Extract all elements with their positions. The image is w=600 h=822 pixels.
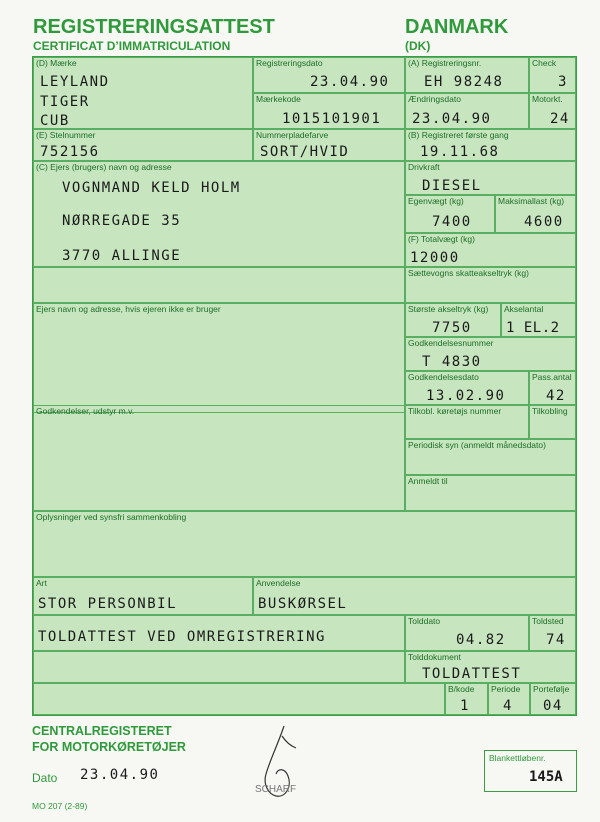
maerkekode-label: Mærkekode xyxy=(256,94,301,104)
godkendelsesnr-label: Godkendelsesnummer xyxy=(408,338,494,348)
bkode-label: B/kode xyxy=(448,684,475,694)
drivkraft-cell xyxy=(405,161,576,195)
blanket-number: 145A xyxy=(529,769,563,785)
periode-value: 4 xyxy=(503,698,513,714)
dato-value: 23.04.90 xyxy=(80,767,160,783)
drivkraft-value: DIESEL xyxy=(422,178,482,194)
totalvaegt-cell xyxy=(405,233,576,267)
nummerpladefarve-label: Nummerpladefarve xyxy=(256,130,329,140)
egenvaegt-label: Egenvægt (kg) xyxy=(408,196,464,206)
foerste-gang-cell xyxy=(405,129,576,161)
motorkt-label: Motorkt. xyxy=(532,94,563,104)
check-cell xyxy=(529,57,576,93)
anvendelse-cell xyxy=(253,577,576,615)
check-label: Check xyxy=(532,58,557,68)
tolddato-label: Tolddato xyxy=(408,616,441,626)
aendringsdato-cell xyxy=(405,93,529,129)
tilkobl-label: Tilkobl. køretøjs nummer xyxy=(408,406,502,416)
godkendelsesdato-cell xyxy=(405,371,529,405)
ejer-cell xyxy=(33,161,405,267)
godkendelsesdato-value: 13.02.90 xyxy=(426,388,506,404)
periodisk-cell xyxy=(405,439,576,475)
maerke-line-2: TIGER xyxy=(40,94,90,110)
maerkekode-cell xyxy=(253,93,405,129)
blank-area xyxy=(33,267,405,303)
regdato-value: 23.04.90 xyxy=(310,74,390,90)
tolddokument-cell xyxy=(405,651,576,683)
maerke-label: (D) Mærke xyxy=(36,58,77,68)
country-name: DANMARK xyxy=(405,16,509,38)
anvendelse-value: BUSKØRSEL xyxy=(258,596,348,612)
country-code: (DK) xyxy=(405,39,431,53)
regnr-value: EH 98248 xyxy=(424,74,504,90)
motorkt-value: 24 xyxy=(550,111,570,127)
regdato-cell xyxy=(253,57,405,93)
ejer-label: (C) Ejers (brugers) navn og adresse xyxy=(36,162,172,172)
foerste-gang-label: (B) Registreret første gang xyxy=(408,130,509,140)
document-subtitle: CERTIFICAT D’IMMATRICULATION xyxy=(33,39,231,53)
maerke-line-1: LEYLAND xyxy=(40,74,110,90)
maerkekode-value: 1015101901 xyxy=(282,111,382,127)
anmeldt-label: Anmeldt til xyxy=(408,476,448,486)
egenvaegt-value: 7400 xyxy=(432,214,472,230)
form-code: MO 207 (2-89) xyxy=(32,801,88,811)
blank-area-3 xyxy=(33,683,445,715)
akseltryk-value: 7750 xyxy=(432,320,472,336)
tolddato-value: 04.82 xyxy=(456,632,506,648)
blanket-box xyxy=(484,750,577,792)
godkendelsesnr-value: T 4830 xyxy=(422,354,482,370)
regnr-label: (A) Registreringsnr. xyxy=(408,58,482,68)
bkode-value: 1 xyxy=(460,698,470,714)
egenvaegt-cell xyxy=(405,195,495,233)
ejer2-label: Ejers navn og adresse, hvis ejeren ikke er bruger xyxy=(36,304,221,314)
ejer-adresse: NØRREGADE 35 xyxy=(62,213,182,229)
tolddato-cell xyxy=(405,615,529,651)
saettevogn-label: Sættevogns skatteakseltryk (kg) xyxy=(408,268,529,278)
check-value: 3 xyxy=(558,74,568,90)
tolddokument-value: TOLDATTEST xyxy=(422,666,522,682)
godkendelsesnr-cell xyxy=(405,337,576,371)
periodisk-label: Periodisk syn (anmeldt månedsdato) xyxy=(408,440,546,450)
signature-mark xyxy=(258,722,306,808)
periode-label: Periode xyxy=(491,684,521,694)
godkendelsesdato-label: Godkendelsesdato xyxy=(408,372,479,382)
maksimallast-label: Maksimallast (kg) xyxy=(498,196,565,206)
art-cell xyxy=(33,577,253,615)
oplysninger-label: Oplysninger ved synsfri sammenkobling xyxy=(36,512,187,522)
dato-label: Dato xyxy=(32,771,58,785)
art-label: Art xyxy=(36,578,47,588)
stelnummer-cell xyxy=(33,129,253,161)
org-line-1: CENTRALREGISTERET xyxy=(32,724,172,738)
akselantal-value: 1 EL.2 xyxy=(506,320,560,336)
ejer2-cell xyxy=(33,303,405,413)
registration-form xyxy=(32,56,577,716)
periode-cell xyxy=(488,683,530,715)
toldtekst-cell xyxy=(33,615,405,651)
anvendelse-label: Anvendelse xyxy=(256,578,301,588)
signature-name: SCHARF xyxy=(255,784,297,795)
maerke-line-3: CUB xyxy=(40,113,70,129)
bkode-cell xyxy=(445,683,488,715)
portefolje-cell xyxy=(530,683,576,715)
aendringsdato-label: Ændringsdato xyxy=(408,94,461,104)
akselantal-cell xyxy=(501,303,576,337)
foerste-gang-value: 19.11.68 xyxy=(420,144,500,160)
tilkobling-cell xyxy=(529,405,576,439)
blanket-label: Blankettløbenr. xyxy=(489,753,546,763)
maksimallast-cell xyxy=(495,195,576,233)
passantal-value: 42 xyxy=(546,388,566,404)
drivkraft-label: Drivkraft xyxy=(408,162,440,172)
stelnummer-label: (E) Stelnummer xyxy=(36,130,96,140)
regdato-label: Registreringsdato xyxy=(256,58,323,68)
portefolje-value: 04 xyxy=(543,698,563,714)
nummerpladefarve-value: SORT/HVID xyxy=(260,144,350,160)
org-line-2: FOR MOTORKØRETØJER xyxy=(32,740,186,754)
passantal-label: Pass.antal xyxy=(532,372,572,382)
anmeldt-cell xyxy=(405,475,576,511)
toldsted-cell xyxy=(529,615,576,651)
akseltryk-label: Største akseltryk (kg) xyxy=(408,304,489,314)
ejer-by: 3770 ALLINGE xyxy=(62,248,182,264)
maerke-cell xyxy=(33,57,253,129)
toldtekst-value: TOLDATTEST VED OMREGISTRERING xyxy=(38,629,326,645)
godkendelser-label: Godkendelser, udstyr m.v. xyxy=(36,406,135,416)
tilkobl-cell xyxy=(405,405,529,439)
tolddokument-label: Tolddokument xyxy=(408,652,461,662)
akseltryk-cell xyxy=(405,303,501,337)
toldsted-label: Toldsted xyxy=(532,616,564,626)
aendringsdato-value: 23.04.90 xyxy=(412,111,492,127)
portefolje-label: Portefølje xyxy=(533,684,570,694)
maksimallast-value: 4600 xyxy=(524,214,564,230)
godkendelser-cell xyxy=(33,405,405,511)
ejer-navn: VOGNMAND KELD HOLM xyxy=(62,180,241,196)
akselantal-label: Akselantal xyxy=(504,304,544,314)
totalvaegt-label: (F) Totalvægt (kg) xyxy=(408,234,475,244)
motorkt-cell xyxy=(529,93,576,129)
totalvaegt-value: 12000 xyxy=(410,250,460,266)
regnr-cell xyxy=(405,57,529,93)
passantal-cell xyxy=(529,371,576,405)
tilkobling-label: Tilkobling xyxy=(532,406,568,416)
saettevogn-cell xyxy=(405,267,576,303)
oplysninger-cell xyxy=(33,511,576,577)
nummerpladefarve-cell xyxy=(253,129,405,161)
toldsted-value: 74 xyxy=(546,632,566,648)
blank-area-2 xyxy=(33,651,405,683)
document-title: REGISTRERINGSATTEST xyxy=(33,16,275,38)
stelnummer-value: 752156 xyxy=(40,144,100,160)
art-value: STOR PERSONBIL xyxy=(38,596,178,612)
